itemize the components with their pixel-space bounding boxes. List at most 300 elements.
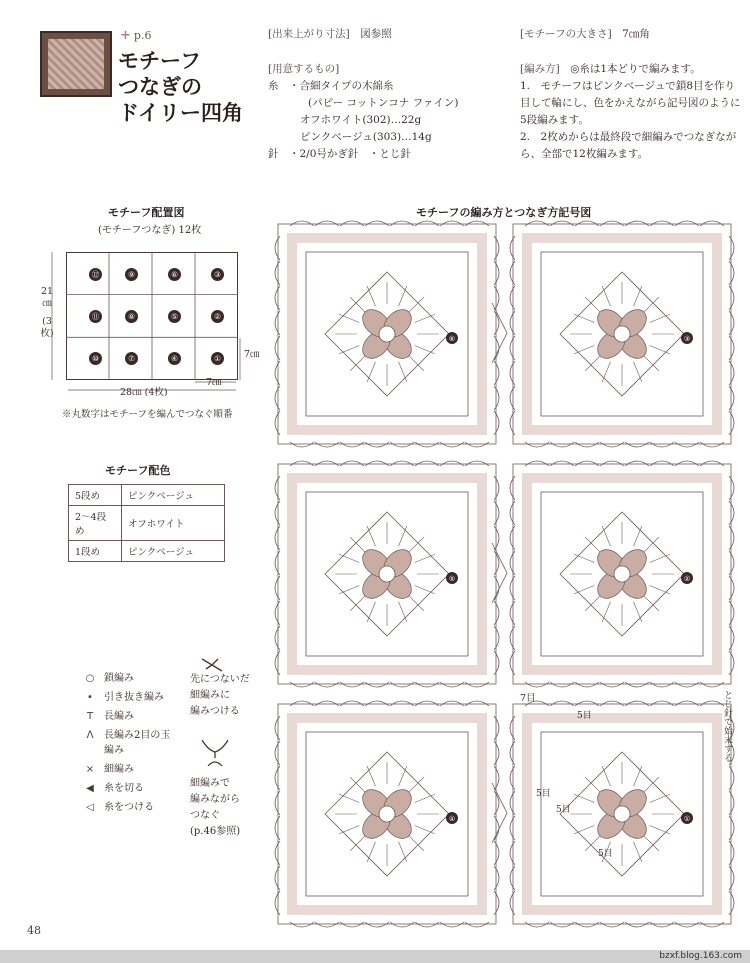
stitch-spoke [650,314,670,322]
scallop [494,601,499,625]
scallop [510,741,515,765]
stitch-spoke [367,602,375,622]
scallop [494,741,499,765]
scallop [650,442,674,447]
stitch-spoke [602,286,610,306]
scallop [275,741,280,765]
scallop [494,526,499,550]
scallop [365,701,389,706]
scallop [510,791,515,815]
scallop [275,386,280,410]
order-note: ※丸数字はモチーフを編んでつなぐ順番 [62,409,233,420]
scallop [525,922,549,927]
scallop [625,701,649,706]
scallop [510,411,515,435]
stitch-spoke [602,362,610,382]
scallop [315,221,339,226]
scallop [275,411,280,435]
chain-icon: ○ [85,673,95,684]
scallop [729,526,734,550]
cell-height-dimension: 7㎝ [244,349,260,360]
scallop [494,891,499,915]
watermark: bzxf.blog.163.com [659,951,742,961]
scallop [510,236,515,260]
scallop [510,526,515,550]
scallop [575,701,599,706]
motif-order-badge: ② [211,310,224,323]
scallop [415,682,439,687]
legend-item: ○ 鎖編み [82,669,174,688]
scallop [675,461,699,466]
stitch-spoke [415,825,435,833]
scallop [415,461,439,466]
slip-stitch-icon: • [87,692,93,703]
motif-order-badge: ⑧ [125,310,138,323]
scallop [315,461,339,466]
scallop [650,701,674,706]
join-stitch [492,543,507,603]
height-dimension: 21㎝ (3枚) [40,286,54,339]
scallop [440,442,464,447]
materials-section: [出来上がり寸法] 図参照 [用意するもの] 糸 ・合細タイプの木綿糸 (パピー コットンコナ ファイン) オフホワイト(302)…22g ピンクベージュ(303)…14g 針 ・2/0号かぎ針 ・とじ針 [268,28,459,160]
stitch-spoke [574,794,594,802]
scallop [290,221,314,226]
scallop [275,841,280,865]
join-note-2: 細編みで 編みながら つなぐ (p.46参照) [190,778,241,837]
scallop [675,221,699,226]
motif-number: ⑤ [448,575,456,583]
scallop [550,922,574,927]
scallop [729,311,734,335]
scallop [625,922,649,927]
stitch-spoke [574,314,594,322]
scallop [700,682,724,687]
scallop [600,701,624,706]
stitch-spoke [350,297,366,313]
scallop [650,221,674,226]
scallop [510,476,515,500]
scallop [510,261,515,285]
scallop [729,236,734,260]
stitch-spoke [415,794,435,802]
scallop [365,922,389,927]
scallop [415,701,439,706]
stitch-spoke [408,835,424,851]
stitch-spoke [367,842,375,862]
scallop [315,701,339,706]
scallop [510,601,515,625]
scallop [510,551,515,575]
scallop [510,286,515,310]
stitch-spoke [398,526,406,546]
scallop [729,336,734,360]
stitch-spoke [585,355,601,371]
page-reference[interactable]: + p.6 [120,28,152,43]
stitch-spoke [643,835,659,851]
scallop [415,221,439,226]
stitch-spoke [408,595,424,611]
page-title: モチーフ つなぎの ドイリー四角 [118,48,243,125]
crochet-chart [272,218,742,948]
color-table [68,484,225,562]
stitch-spoke [602,766,610,786]
motif-number: ① [683,815,691,823]
scallop [510,336,515,360]
motif-order-badge: ⑦ [125,352,138,365]
stitch-spoke [643,537,659,553]
stitch-spoke [602,526,610,546]
scallop [275,526,280,550]
scallop [550,461,574,466]
stitch-spoke [398,362,406,382]
scallop [275,311,280,335]
stitch-spoke [415,345,435,353]
scallop [550,701,574,706]
scallop [494,716,499,740]
motif-number: ④ [448,815,456,823]
motif-order-badge: ⑤ [168,310,181,323]
scallop [510,386,515,410]
stitch-spoke [574,554,594,562]
scallop [600,922,624,927]
scallop [465,922,489,927]
stitch-spoke [643,355,659,371]
stitch-spoke [339,314,359,322]
stitch-spoke [367,362,375,382]
stitch-spoke [408,297,424,313]
stitch-spoke [339,825,359,833]
motif-order-badge: ① [211,352,224,365]
scallop [290,682,314,687]
join-note-1: 先につないだ 細編みに 編みつける [190,674,250,717]
scallop [315,442,339,447]
scallop [275,766,280,790]
stitch-spoke [650,554,670,562]
motif-number: ② [683,575,691,583]
stitch-spoke [574,825,594,833]
flower-center [379,326,395,342]
scallop [465,461,489,466]
stitch-spoke [339,345,359,353]
scallop [510,866,515,890]
scallop [729,626,734,650]
scallop [340,922,364,927]
scallop [494,361,499,385]
stitch-spoke [633,526,641,546]
stitch-spoke [650,794,670,802]
scallop [700,442,724,447]
scallop [729,891,734,915]
scallop [700,461,724,466]
chart-title: モチーフの編み方とつなぎ方記号図 [416,206,592,219]
stitch-spoke [650,345,670,353]
joining-sc-icon [198,736,232,770]
scallop [340,701,364,706]
scallop [390,682,414,687]
stitch-spoke [585,537,601,553]
stitch-spoke [602,602,610,622]
scallop [365,461,389,466]
scallop [600,682,624,687]
motif-order-badge: ⑨ [125,268,138,281]
scallop [494,651,499,675]
stitch-spoke [415,554,435,562]
color-table-title: モチーフ配色 [105,464,171,477]
scallop [275,476,280,500]
scallop [340,461,364,466]
scallop [415,922,439,927]
motif-order-badge: ④ [168,352,181,365]
table-row: 5段め ピンクベージュ [69,485,225,506]
scallop [510,651,515,675]
scallop [494,791,499,815]
stitch-spoke [650,825,670,833]
scallop [575,221,599,226]
legend-item: T 長編み [82,707,174,726]
stitch-spoke [350,777,366,793]
scallop [729,791,734,815]
single-crochet-icon: × [85,764,95,775]
scallop [440,221,464,226]
motif-number: ⑥ [448,335,456,343]
stitch-spoke [585,595,601,611]
join-stitch [492,783,507,843]
scallop [729,601,734,625]
scallop [275,716,280,740]
scallop [625,442,649,447]
scallop [275,866,280,890]
scallop [494,841,499,865]
layout-diagram-title: モチーフ配置図 [108,206,185,219]
scallop [600,461,624,466]
scallop [275,576,280,600]
scallop [729,501,734,525]
stitch-spoke [574,585,594,593]
scallop [465,442,489,447]
stitch-spoke [408,777,424,793]
stitch-spoke [585,297,601,313]
scallop [390,442,414,447]
scallop [525,221,549,226]
scallop [494,626,499,650]
chart-label-7: 7目 [520,693,536,704]
footer-bar [0,950,750,963]
method-section: [モチーフの大きさ] 7㎝角 [編み方] ◎糸は1本どりで編みます。 1. モチーフはピンクベージュで鎖8目を作り 目して輪にし、色をかえながら記号図のように 5段編みます。 2. 2枚めからは最終段で細編みでつなぎなが ら、全部で12枚編みます。 [520,28,741,160]
flower-center [614,566,630,582]
layout-diagram-subtitle: (モチーフつなぎ) 12枚 [98,225,202,236]
scallop [550,682,574,687]
legend-item: ◀ 糸を切る [82,779,174,798]
stitch-spoke [633,286,641,306]
stitch-spoke [633,362,641,382]
stitch-spoke [633,766,641,786]
scallop [340,221,364,226]
scallop [675,442,699,447]
scallop [494,766,499,790]
scallop [494,501,499,525]
stitch-spoke [643,297,659,313]
scallop [494,476,499,500]
scallop [340,442,364,447]
scallop [729,476,734,500]
stitch-spoke [350,355,366,371]
scallop [700,922,724,927]
scallop [275,626,280,650]
stitch-spoke [367,286,375,306]
scallop [465,221,489,226]
motif-order-badge: ③ [211,268,224,281]
motif-order-badge: ⑫ [89,268,102,281]
scallop [315,682,339,687]
stitch-spoke [350,835,366,851]
stitch-legend [82,669,174,817]
scallop [600,442,624,447]
stitch-spoke [398,286,406,306]
stitch-spoke [408,355,424,371]
scallop [494,311,499,335]
legend-item: ⴷ 長編み2目の玉編み [82,728,174,758]
scallop [275,791,280,815]
chart-label-5: 5目 [577,711,592,721]
scallop [510,716,515,740]
motif-order-badge: ⑪ [89,310,102,323]
stitch-spoke [633,602,641,622]
stitch-spoke [398,602,406,622]
legend-item: ◁ 糸をつける [82,798,174,817]
stitch-spoke [650,585,670,593]
scallop [275,336,280,360]
scallop [290,922,314,927]
scallop [600,221,624,226]
scallop [315,922,339,927]
chart-label-5b: 5目 [536,789,551,799]
scallop [494,236,499,260]
scallop [290,442,314,447]
scallop [275,601,280,625]
scallop [465,682,489,687]
scallop [275,501,280,525]
scallop [365,221,389,226]
motif-number: ③ [683,335,691,343]
scallop [275,286,280,310]
scallop [290,701,314,706]
stitch-spoke [398,842,406,862]
stitch-spoke [408,537,424,553]
stitch-spoke [350,595,366,611]
scallop [525,442,549,447]
page-number: 48 [27,924,41,937]
stitch-spoke [398,766,406,786]
scallop [650,922,674,927]
stitch-spoke [339,585,359,593]
flower-center [379,806,395,822]
scallop [729,866,734,890]
scallop [675,922,699,927]
motif-order-badge: ⑥ [168,268,181,281]
scallop [575,461,599,466]
cell-width-dimension: 7㎝ [206,377,222,388]
scallop [365,682,389,687]
scallop [625,221,649,226]
cluster-icon: ⴷ [86,730,94,741]
scallop [700,221,724,226]
stitch-spoke [367,526,375,546]
stitch-spoke [415,585,435,593]
scallop [510,576,515,600]
stitch-spoke [367,766,375,786]
scallop [275,816,280,840]
scallop [575,682,599,687]
scallop [510,766,515,790]
table-row: 1段め ピンクベージュ [69,541,225,562]
scallop [275,891,280,915]
scallop [575,442,599,447]
flower-center [614,326,630,342]
scallop [275,261,280,285]
scallop [494,411,499,435]
stitch-spoke [585,777,601,793]
scallop [675,701,699,706]
scallop [729,766,734,790]
join-stitch [492,303,507,363]
stitch-spoke [339,794,359,802]
scallop [275,651,280,675]
scallop [340,682,364,687]
scallop [525,682,549,687]
cut-yarn-icon: ◀ [86,783,94,794]
scallop [525,461,549,466]
table-row: 2〜4段め オフホワイト [69,506,225,541]
chart-label-5c: 5目 [556,805,571,815]
scallop [390,701,414,706]
cover-photo-thumbnail [40,31,112,97]
stitch-spoke [574,345,594,353]
scallop [575,922,599,927]
scallop [390,221,414,226]
flower-center [379,566,395,582]
scallop [494,576,499,600]
scallop [650,461,674,466]
scallop [550,221,574,226]
scallop [729,386,734,410]
scallop [390,922,414,927]
scallop [440,461,464,466]
scallop [650,682,674,687]
scallop [494,286,499,310]
stitch-spoke [415,314,435,322]
scallop [729,286,734,310]
motif-order-badge: ⑩ [89,352,102,365]
scallop [465,701,489,706]
scallop [494,336,499,360]
scallop [729,261,734,285]
stitch-spoke [643,595,659,611]
stitch-spoke [339,554,359,562]
scallop [275,551,280,575]
scallop [494,551,499,575]
scallop [275,236,280,260]
scallop [510,841,515,865]
chart-label-5d: 5目 [598,849,613,859]
scallop [625,682,649,687]
scallop [510,891,515,915]
scallop [729,361,734,385]
scallop [510,361,515,385]
finishing-note: とじ針で始末する [722,690,732,762]
scallop [494,866,499,890]
stitch-spoke [643,777,659,793]
scallop [729,651,734,675]
